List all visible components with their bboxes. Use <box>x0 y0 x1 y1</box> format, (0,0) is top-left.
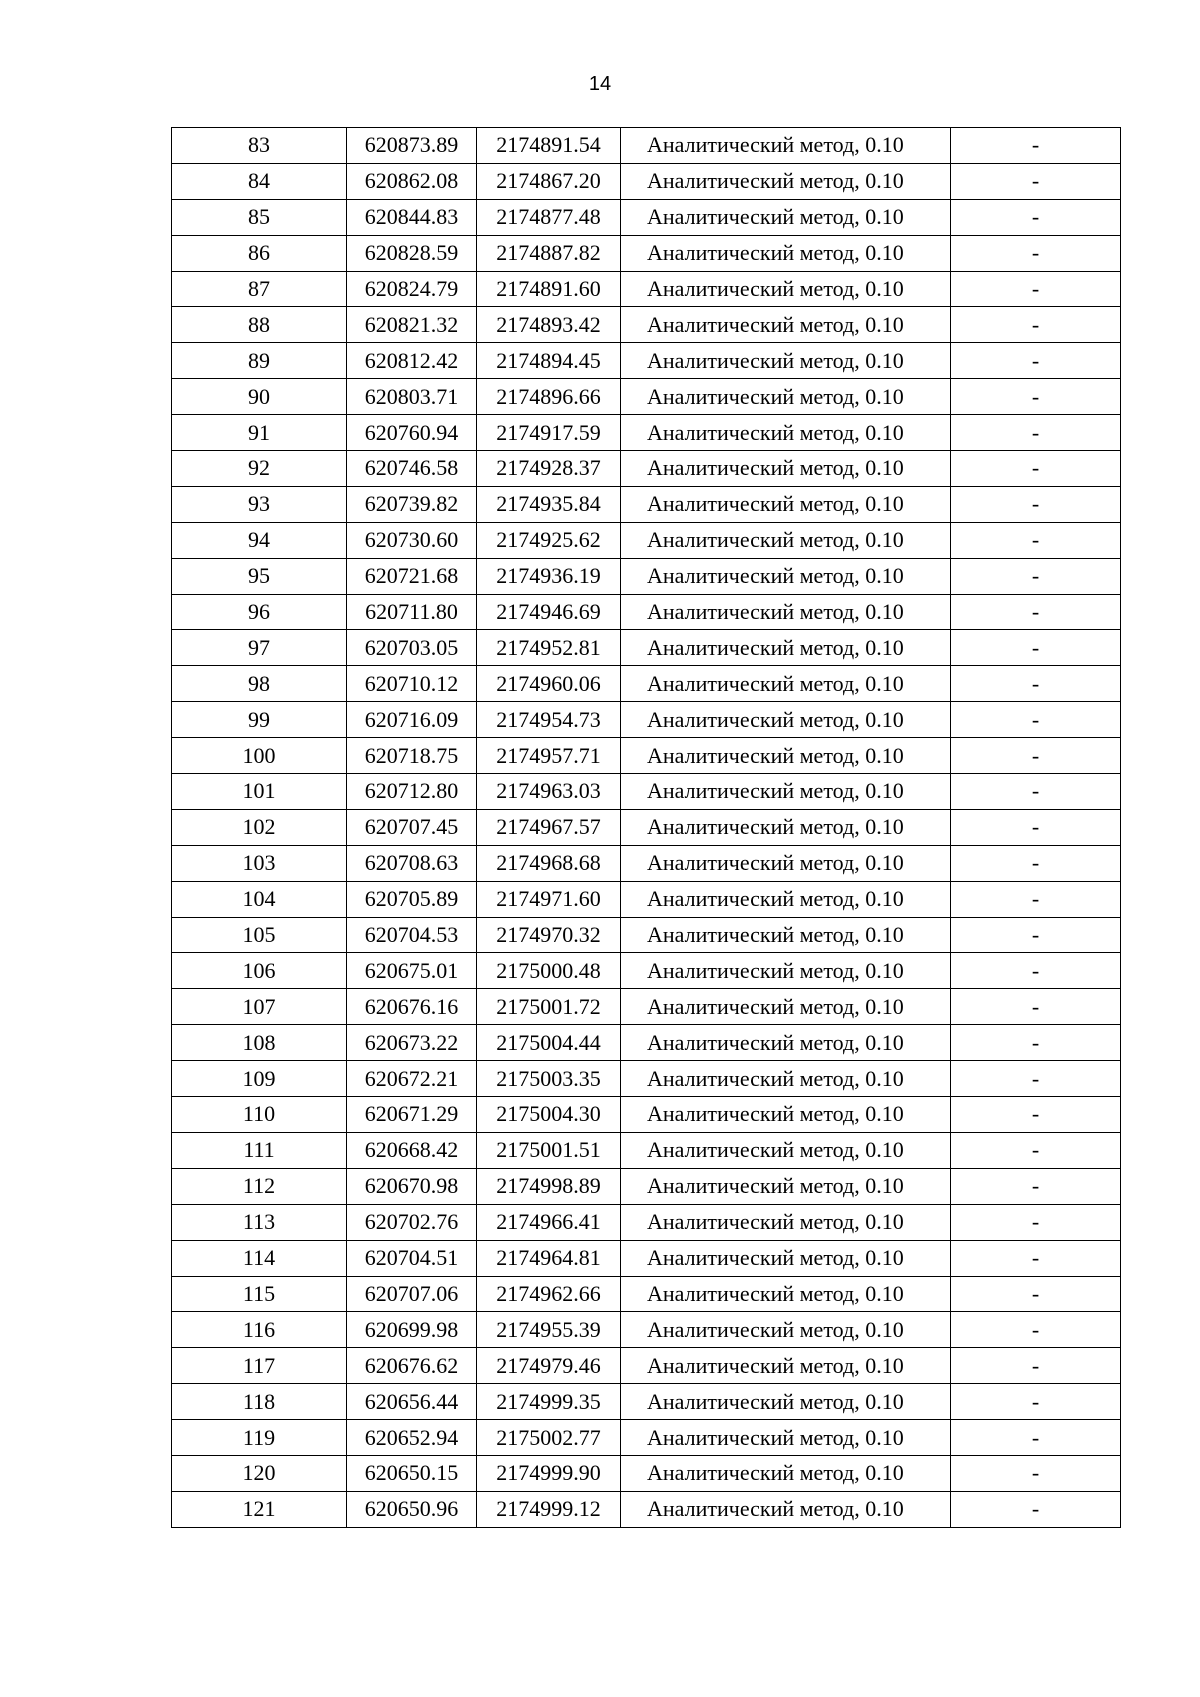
table-row <box>172 1420 1121 1456</box>
y-coordinate-cell: 2174894.45 <box>477 343 621 379</box>
table-row <box>172 1204 1121 1240</box>
method-accuracy-cell: Аналитический метод, 0.10 <box>621 199 951 235</box>
method-accuracy-cell: Аналитический метод, 0.10 <box>621 558 951 594</box>
x-coordinate-cell: 620676.16 <box>347 989 477 1025</box>
method-accuracy-cell: Аналитический метод, 0.10 <box>621 594 951 630</box>
point-number-cell: 94 <box>172 522 347 558</box>
x-coordinate-cell: 620656.44 <box>347 1384 477 1420</box>
point-number-cell: 108 <box>172 1025 347 1061</box>
x-coordinate-cell: 620671.29 <box>347 1097 477 1133</box>
coordinates-table-body <box>172 128 1121 1528</box>
table-row <box>172 702 1121 738</box>
point-number-cell: 99 <box>172 702 347 738</box>
note-cell: - <box>951 1240 1121 1276</box>
y-coordinate-cell: 2175004.44 <box>477 1025 621 1061</box>
method-accuracy-cell: Аналитический метод, 0.10 <box>621 235 951 271</box>
method-accuracy-cell: Аналитический метод, 0.10 <box>621 881 951 917</box>
x-coordinate-cell: 620844.83 <box>347 199 477 235</box>
point-number-cell: 88 <box>172 307 347 343</box>
y-coordinate-cell: 2174954.73 <box>477 702 621 738</box>
point-number-cell: 96 <box>172 594 347 630</box>
point-number-cell: 105 <box>172 917 347 953</box>
table-row <box>172 989 1121 1025</box>
y-coordinate-cell: 2174925.62 <box>477 522 621 558</box>
point-number-cell: 118 <box>172 1384 347 1420</box>
method-accuracy-cell: Аналитический метод, 0.10 <box>621 379 951 415</box>
y-coordinate-cell: 2174999.90 <box>477 1455 621 1491</box>
x-coordinate-cell: 620760.94 <box>347 415 477 451</box>
x-coordinate-cell: 620803.71 <box>347 379 477 415</box>
x-coordinate-cell: 620718.75 <box>347 738 477 774</box>
method-accuracy-cell: Аналитический метод, 0.10 <box>621 1312 951 1348</box>
point-number-cell: 102 <box>172 809 347 845</box>
table-row <box>172 199 1121 235</box>
note-cell: - <box>951 1491 1121 1527</box>
method-accuracy-cell: Аналитический метод, 0.10 <box>621 451 951 487</box>
note-cell: - <box>951 1132 1121 1168</box>
y-coordinate-cell: 2174893.42 <box>477 307 621 343</box>
note-cell: - <box>951 738 1121 774</box>
y-coordinate-cell: 2174935.84 <box>477 486 621 522</box>
coordinates-table <box>171 127 1121 1528</box>
note-cell: - <box>951 379 1121 415</box>
point-number-cell: 93 <box>172 486 347 522</box>
table-row <box>172 379 1121 415</box>
x-coordinate-cell: 620716.09 <box>347 702 477 738</box>
method-accuracy-cell: Аналитический метод, 0.10 <box>621 128 951 164</box>
y-coordinate-cell: 2174917.59 <box>477 415 621 451</box>
x-coordinate-cell: 620739.82 <box>347 486 477 522</box>
x-coordinate-cell: 620707.06 <box>347 1276 477 1312</box>
x-coordinate-cell: 620699.98 <box>347 1312 477 1348</box>
point-number-cell: 109 <box>172 1061 347 1097</box>
y-coordinate-cell: 2174970.32 <box>477 917 621 953</box>
method-accuracy-cell: Аналитический метод, 0.10 <box>621 271 951 307</box>
x-coordinate-cell: 620670.98 <box>347 1168 477 1204</box>
note-cell: - <box>951 594 1121 630</box>
point-number-cell: 101 <box>172 774 347 810</box>
note-cell: - <box>951 1455 1121 1491</box>
point-number-cell: 91 <box>172 415 347 451</box>
x-coordinate-cell: 620650.15 <box>347 1455 477 1491</box>
x-coordinate-cell: 620702.76 <box>347 1204 477 1240</box>
method-accuracy-cell: Аналитический метод, 0.10 <box>621 989 951 1025</box>
note-cell: - <box>951 522 1121 558</box>
table-row <box>172 128 1121 164</box>
method-accuracy-cell: Аналитический метод, 0.10 <box>621 1240 951 1276</box>
table-row <box>172 271 1121 307</box>
y-coordinate-cell: 2174877.48 <box>477 199 621 235</box>
x-coordinate-cell: 620668.42 <box>347 1132 477 1168</box>
table-row <box>172 666 1121 702</box>
note-cell: - <box>951 881 1121 917</box>
x-coordinate-cell: 620708.63 <box>347 845 477 881</box>
y-coordinate-cell: 2174867.20 <box>477 163 621 199</box>
y-coordinate-cell: 2174955.39 <box>477 1312 621 1348</box>
note-cell: - <box>951 307 1121 343</box>
note-cell: - <box>951 989 1121 1025</box>
table-row <box>172 809 1121 845</box>
table-row <box>172 1061 1121 1097</box>
point-number-cell: 98 <box>172 666 347 702</box>
table-row <box>172 738 1121 774</box>
x-coordinate-cell: 620746.58 <box>347 451 477 487</box>
table-row <box>172 1168 1121 1204</box>
y-coordinate-cell: 2174966.41 <box>477 1204 621 1240</box>
method-accuracy-cell: Аналитический метод, 0.10 <box>621 1132 951 1168</box>
table-row <box>172 343 1121 379</box>
x-coordinate-cell: 620862.08 <box>347 163 477 199</box>
y-coordinate-cell: 2175004.30 <box>477 1097 621 1133</box>
table-row <box>172 845 1121 881</box>
method-accuracy-cell: Аналитический метод, 0.10 <box>621 953 951 989</box>
method-accuracy-cell: Аналитический метод, 0.10 <box>621 415 951 451</box>
table-row <box>172 917 1121 953</box>
method-accuracy-cell: Аналитический метод, 0.10 <box>621 1348 951 1384</box>
point-number-cell: 112 <box>172 1168 347 1204</box>
table-row <box>172 1384 1121 1420</box>
y-coordinate-cell: 2174891.60 <box>477 271 621 307</box>
y-coordinate-cell: 2175001.72 <box>477 989 621 1025</box>
point-number-cell: 106 <box>172 953 347 989</box>
point-number-cell: 113 <box>172 1204 347 1240</box>
y-coordinate-cell: 2174963.03 <box>477 774 621 810</box>
table-row <box>172 1240 1121 1276</box>
y-coordinate-cell: 2174971.60 <box>477 881 621 917</box>
y-coordinate-cell: 2174891.54 <box>477 128 621 164</box>
x-coordinate-cell: 620704.51 <box>347 1240 477 1276</box>
x-coordinate-cell: 620705.89 <box>347 881 477 917</box>
table-row <box>172 307 1121 343</box>
method-accuracy-cell: Аналитический метод, 0.10 <box>621 1025 951 1061</box>
x-coordinate-cell: 620672.21 <box>347 1061 477 1097</box>
y-coordinate-cell: 2174896.66 <box>477 379 621 415</box>
note-cell: - <box>951 1204 1121 1240</box>
method-accuracy-cell: Аналитический метод, 0.10 <box>621 666 951 702</box>
method-accuracy-cell: Аналитический метод, 0.10 <box>621 307 951 343</box>
method-accuracy-cell: Аналитический метод, 0.10 <box>621 774 951 810</box>
method-accuracy-cell: Аналитический метод, 0.10 <box>621 1061 951 1097</box>
note-cell: - <box>951 199 1121 235</box>
y-coordinate-cell: 2174999.12 <box>477 1491 621 1527</box>
method-accuracy-cell: Аналитический метод, 0.10 <box>621 1420 951 1456</box>
note-cell: - <box>951 1168 1121 1204</box>
note-cell: - <box>951 128 1121 164</box>
table-row <box>172 881 1121 917</box>
point-number-cell: 116 <box>172 1312 347 1348</box>
table-row <box>172 1348 1121 1384</box>
y-coordinate-cell: 2174957.71 <box>477 738 621 774</box>
note-cell: - <box>951 774 1121 810</box>
y-coordinate-cell: 2175000.48 <box>477 953 621 989</box>
method-accuracy-cell: Аналитический метод, 0.10 <box>621 1455 951 1491</box>
note-cell: - <box>951 486 1121 522</box>
x-coordinate-cell: 620730.60 <box>347 522 477 558</box>
point-number-cell: 92 <box>172 451 347 487</box>
point-number-cell: 86 <box>172 235 347 271</box>
table-row <box>172 415 1121 451</box>
method-accuracy-cell: Аналитический метод, 0.10 <box>621 343 951 379</box>
note-cell: - <box>951 163 1121 199</box>
x-coordinate-cell: 620650.96 <box>347 1491 477 1527</box>
note-cell: - <box>951 558 1121 594</box>
y-coordinate-cell: 2174998.89 <box>477 1168 621 1204</box>
point-number-cell: 103 <box>172 845 347 881</box>
table-row <box>172 1276 1121 1312</box>
x-coordinate-cell: 620703.05 <box>347 630 477 666</box>
note-cell: - <box>951 953 1121 989</box>
method-accuracy-cell: Аналитический метод, 0.10 <box>621 1491 951 1527</box>
point-number-cell: 87 <box>172 271 347 307</box>
point-number-cell: 121 <box>172 1491 347 1527</box>
note-cell: - <box>951 1384 1121 1420</box>
x-coordinate-cell: 620704.53 <box>347 917 477 953</box>
table-row <box>172 774 1121 810</box>
point-number-cell: 95 <box>172 558 347 594</box>
y-coordinate-cell: 2175003.35 <box>477 1061 621 1097</box>
x-coordinate-cell: 620707.45 <box>347 809 477 845</box>
note-cell: - <box>951 451 1121 487</box>
point-number-cell: 104 <box>172 881 347 917</box>
point-number-cell: 114 <box>172 1240 347 1276</box>
y-coordinate-cell: 2174999.35 <box>477 1384 621 1420</box>
table-row <box>172 522 1121 558</box>
y-coordinate-cell: 2174952.81 <box>477 630 621 666</box>
table-row <box>172 163 1121 199</box>
y-coordinate-cell: 2174928.37 <box>477 451 621 487</box>
note-cell: - <box>951 809 1121 845</box>
y-coordinate-cell: 2174967.57 <box>477 809 621 845</box>
method-accuracy-cell: Аналитический метод, 0.10 <box>621 1204 951 1240</box>
table-row <box>172 1312 1121 1348</box>
page-number: 14 <box>588 73 612 95</box>
point-number-cell: 100 <box>172 738 347 774</box>
method-accuracy-cell: Аналитический метод, 0.10 <box>621 486 951 522</box>
method-accuracy-cell: Аналитический метод, 0.10 <box>621 1168 951 1204</box>
y-coordinate-cell: 2174979.46 <box>477 1348 621 1384</box>
point-number-cell: 115 <box>172 1276 347 1312</box>
method-accuracy-cell: Аналитический метод, 0.10 <box>621 917 951 953</box>
x-coordinate-cell: 620824.79 <box>347 271 477 307</box>
note-cell: - <box>951 1312 1121 1348</box>
method-accuracy-cell: Аналитический метод, 0.10 <box>621 702 951 738</box>
x-coordinate-cell: 620675.01 <box>347 953 477 989</box>
method-accuracy-cell: Аналитический метод, 0.10 <box>621 1276 951 1312</box>
x-coordinate-cell: 620673.22 <box>347 1025 477 1061</box>
table-row <box>172 1097 1121 1133</box>
table-row <box>172 1491 1121 1527</box>
point-number-cell: 89 <box>172 343 347 379</box>
method-accuracy-cell: Аналитический метод, 0.10 <box>621 845 951 881</box>
table-row <box>172 558 1121 594</box>
point-number-cell: 120 <box>172 1455 347 1491</box>
point-number-cell: 85 <box>172 199 347 235</box>
x-coordinate-cell: 620712.80 <box>347 774 477 810</box>
note-cell: - <box>951 1420 1121 1456</box>
table-row <box>172 1025 1121 1061</box>
note-cell: - <box>951 917 1121 953</box>
x-coordinate-cell: 620652.94 <box>347 1420 477 1456</box>
x-coordinate-cell: 620710.12 <box>347 666 477 702</box>
method-accuracy-cell: Аналитический метод, 0.10 <box>621 1097 951 1133</box>
method-accuracy-cell: Аналитический метод, 0.10 <box>621 163 951 199</box>
y-coordinate-cell: 2174964.81 <box>477 1240 621 1276</box>
note-cell: - <box>951 1276 1121 1312</box>
point-number-cell: 117 <box>172 1348 347 1384</box>
y-coordinate-cell: 2174887.82 <box>477 235 621 271</box>
note-cell: - <box>951 1025 1121 1061</box>
table-row <box>172 486 1121 522</box>
method-accuracy-cell: Аналитический метод, 0.10 <box>621 738 951 774</box>
table-row <box>172 1455 1121 1491</box>
x-coordinate-cell: 620821.32 <box>347 307 477 343</box>
y-coordinate-cell: 2174960.06 <box>477 666 621 702</box>
table-row <box>172 1132 1121 1168</box>
note-cell: - <box>951 1061 1121 1097</box>
table-row <box>172 235 1121 271</box>
y-coordinate-cell: 2175001.51 <box>477 1132 621 1168</box>
x-coordinate-cell: 620721.68 <box>347 558 477 594</box>
y-coordinate-cell: 2174968.68 <box>477 845 621 881</box>
point-number-cell: 111 <box>172 1132 347 1168</box>
table-row <box>172 953 1121 989</box>
x-coordinate-cell: 620812.42 <box>347 343 477 379</box>
note-cell: - <box>951 343 1121 379</box>
point-number-cell: 84 <box>172 163 347 199</box>
x-coordinate-cell: 620828.59 <box>347 235 477 271</box>
method-accuracy-cell: Аналитический метод, 0.10 <box>621 1384 951 1420</box>
method-accuracy-cell: Аналитический метод, 0.10 <box>621 522 951 558</box>
note-cell: - <box>951 1348 1121 1384</box>
point-number-cell: 83 <box>172 128 347 164</box>
y-coordinate-cell: 2174936.19 <box>477 558 621 594</box>
method-accuracy-cell: Аналитический метод, 0.10 <box>621 630 951 666</box>
y-coordinate-cell: 2175002.77 <box>477 1420 621 1456</box>
y-coordinate-cell: 2174962.66 <box>477 1276 621 1312</box>
x-coordinate-cell: 620873.89 <box>347 128 477 164</box>
x-coordinate-cell: 620676.62 <box>347 1348 477 1384</box>
x-coordinate-cell: 620711.80 <box>347 594 477 630</box>
table-row <box>172 630 1121 666</box>
note-cell: - <box>951 415 1121 451</box>
table-row <box>172 451 1121 487</box>
note-cell: - <box>951 845 1121 881</box>
note-cell: - <box>951 271 1121 307</box>
note-cell: - <box>951 235 1121 271</box>
note-cell: - <box>951 666 1121 702</box>
y-coordinate-cell: 2174946.69 <box>477 594 621 630</box>
point-number-cell: 119 <box>172 1420 347 1456</box>
point-number-cell: 97 <box>172 630 347 666</box>
method-accuracy-cell: Аналитический метод, 0.10 <box>621 809 951 845</box>
point-number-cell: 107 <box>172 989 347 1025</box>
note-cell: - <box>951 1097 1121 1133</box>
point-number-cell: 110 <box>172 1097 347 1133</box>
note-cell: - <box>951 702 1121 738</box>
table-row <box>172 594 1121 630</box>
note-cell: - <box>951 630 1121 666</box>
point-number-cell: 90 <box>172 379 347 415</box>
